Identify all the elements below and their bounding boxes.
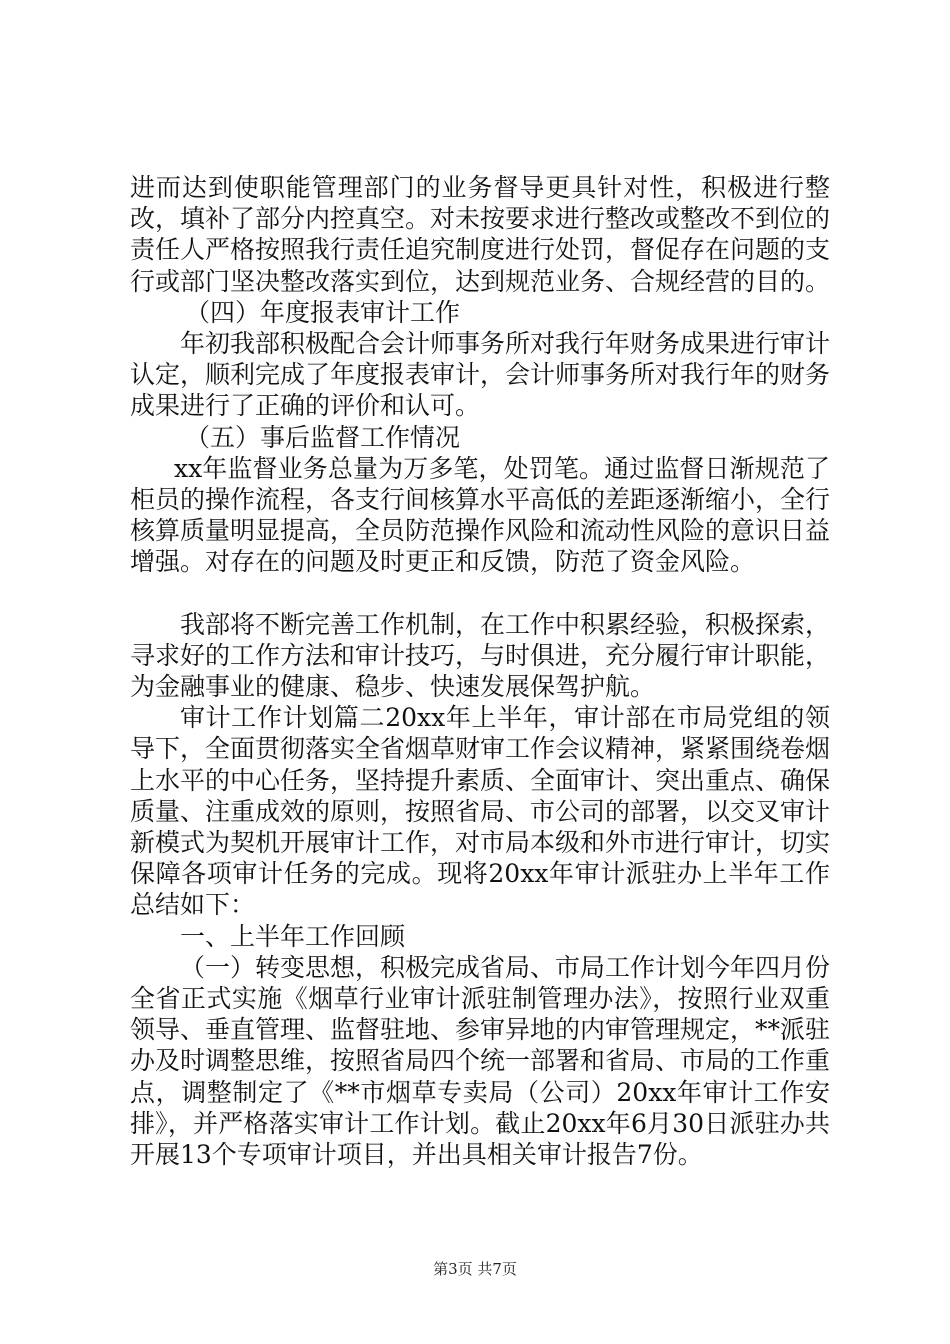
paragraph-conclusion: 我部将不断完善工作机制，在工作中积累经验，积极探索，寻求好的工作方法和审计技巧，与时俱进，充分履行审计职能，为金融事业的健康、稳步、快速发展保驾护航。 [130,609,831,702]
section-heading-review: 一、上半年工作回顾 [180,921,406,951]
section-heading-4: （四）年度报表审计工作 [185,297,461,327]
paragraph-continuation: 进而达到使职能管理部门的业务督导更具针对性，积极进行整改，填补了部分内控真空。对未按要求进行整改或整改不到位的责任人严格按照我行责任追究制度进行处罚，督促存在问题的支行或部门坚决整改落实到位，达到规范业务、合规经营的目的。 [130,173,831,296]
paragraph-annual-report-audit: 年初我部积极配合会计师事务所对我行年财务成果进行审计认定，顺利完成了年度报表审计，会计师事务所对我行年的财务成果进行了正确的评价和认可。 [130,329,831,421]
paragraph-review-item-1: （一）转变思想，积极完成省局、市局工作计划今年四月份全省正式实施《烟草行业审计派驻制管理办法》，按照行业双重领导、垂直管理、监督驻地、参审异地的内审管理规定，**派驻办及时调整思维，按照省局四个统一部署和省局、市局的工作重点，调整制定了《**市烟草专卖局（公司）20xx年审计工作安排》，并严格落实审计工作计划。截止20xx年6月30日派驻办共开展13个专项审计项目，并出具相关审计报告7份。 [130,952,831,1170]
paragraph-plan-two-intro: 审计工作计划篇二20xx年上半年，审计部在市局党组的领导下，全面贯彻落实全省烟草财审工作会议精神，紧紧围绕卷烟上水平的中心任务，坚持提升素质、全面审计、突出重点、确保质量、注重成效的原则，按照省局、市公司的部署，以交叉审计新模式为契机开展审计工作，对市局本级和外市进行审计，切实保障各项审计任务的完成。现将20xx年审计派驻办上半年工作总结如下： [130,703,831,920]
page-footer: 第3页 共7页 [433,1260,517,1278]
section-heading-5: （五）事后监督工作情况 [185,422,461,452]
document-body [130,172,830,1170]
paragraph-post-supervision: xx年监督业务总量为万多笔，处罚笔。通过监督日渐规范了柜员的操作流程，各支行间核算水平高低的差距逐渐缩小，全行核算质量明显提高，全员防范操作风险和流动性风险的意识日益增强。对存在的问题及时更正和反馈，防范了资金风险。 [130,453,831,577]
